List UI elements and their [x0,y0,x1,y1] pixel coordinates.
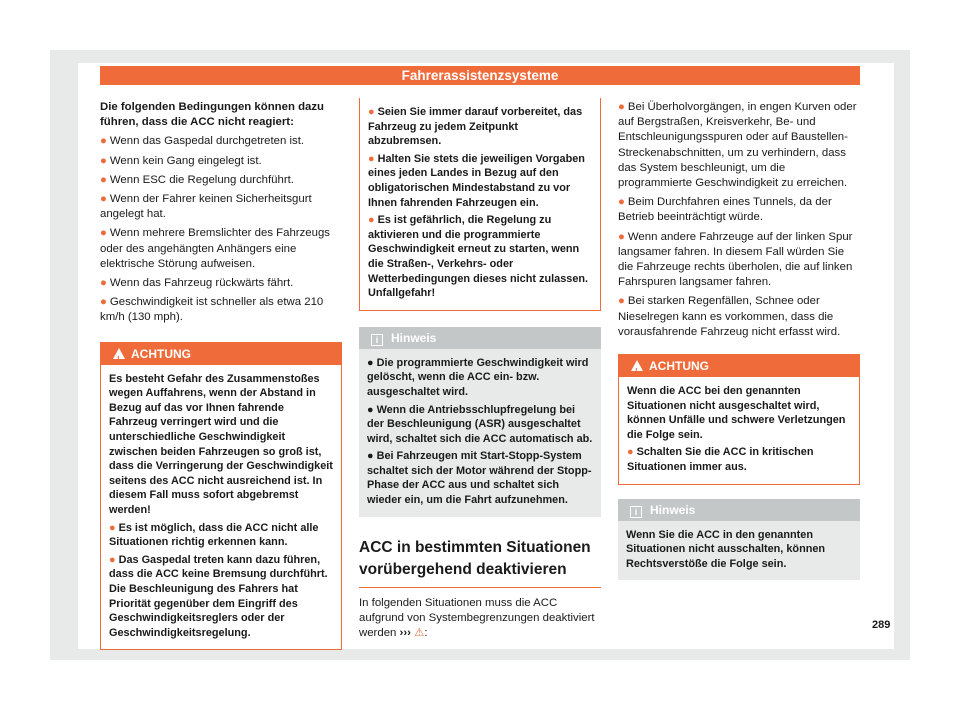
warning-box-continued [359,98,601,311]
list-item: ● Beim Durchfahren eines Tunnels, da der Betrieb beeinträchtigt würde. [618,196,832,224]
page-header: Fahrerassistenzsysteme [100,66,860,85]
list-item: ● Wenn andere Fahrzeuge auf der linken Spur langsamer fahren. In diesem Fall würden Sie die Fahrzeuge rechts überholen, die auf linken Fahrspuren langsamer fahren. [618,230,853,289]
list-item: ● Bei starken Regenfällen, Schnee oder Nieselregen kann es vorkommen, dass die vorausfahrende Fahrzeug nicht erfasst wird. [618,295,841,338]
list-item: ● Wenn ESC die Regelung durchführt. [100,173,294,186]
warning-body [360,98,600,310]
warning-icon [631,360,643,371]
section-title: ACC in bestimmten Situationen vorübergehend deaktivieren [359,537,601,588]
note-header: i Hinweis [359,327,601,349]
warning-body [101,365,341,650]
note-text: Wenn Sie die ACC in den genannten Situationen nicht ausschalten, können Rechtsverstöße die Folge sein. [626,528,826,570]
column-3 [618,100,860,580]
list-item: ● Das Gaspedal treten kann dazu führen, dass die ACC keine Bremsung durchführt. Die Beschleunigung des Fahrers hat Priorität gegenüber dem Eingriff des Geschwindigkeitsreglers oder der Geschwindigkeitsregelung. [109,553,328,639]
list-item: ● Wenn die Antriebsschlupfregelung bei der Beschleunigung (ASR) ausgeschaltet wird, schaltet sich die ACC automatisch ab. [367,403,593,445]
page-number: 289 [872,619,891,631]
warning-icon: ⚠ [414,627,425,640]
note-body [618,521,860,581]
list-item: ● Bei Fahrzeugen mit Start-Stopp-System schaltet sich der Motor während der Stopp-Phase der ACC aus und schaltet sich wieder ein, um die Fahrt aufzunehmen. [367,450,592,507]
info-icon: i [371,334,383,346]
column-1 [100,100,342,650]
warning-body [619,377,859,484]
warning-box [100,342,342,651]
list-item: ● Wenn der Fahrer keinen Sicherheitsgurt angelegt hat. [100,193,312,221]
cross-reference-link[interactable]: ››› [399,627,411,640]
warning-text: Es besteht Gefahr des Zusammenstoßes wegen Auffahrens, wenn der Abstand in Bezug auf das vor Ihnen fahrende Fahrzeug verringert wird und die unterschiedliche Geschwindigkeit zwischen beiden Fahrzeugen so groß ist, dass die Verringerung der Geschwindigkeit seitens des ACC nicht ausreichend ist. In diesem Fall muss sofort abgebremst werden! [109,372,333,516]
note-box [359,327,601,517]
note-box [618,499,860,581]
intro-heading: Die folgenden Bedingungen können dazu führen, dass die ACC nicht reagiert: [100,101,325,129]
list-item: ● Bei Überholvorgängen, in engen Kurven oder auf Bergstraßen, Kreisverkehr, Be- und Entschleunigungsspuren oder auf Baustellen-Streckenabschnitten, um zu verhindern, dass das System beschleunigt, um die programmierte Geschwindigkeit zu erreichen. [618,101,857,190]
list-item: ● Halten Sie stets die jeweiligen Vorgaben eines jeden Landes in Bezug auf den obligatorischen Mindestabstand zu vor Ihnen fahrenden Fahrzeugen ein. [368,152,585,209]
list-item: ● Die programmierte Geschwindigkeit wird gelöscht, wenn die ACC ein- bzw. ausgeschaltet wird. [367,356,589,398]
warning-text: Wenn die ACC bei den genannten Situationen nicht ausgeschaltet wird, können Unfälle und schwere Verletzungen die Folge sein. [627,385,846,441]
warning-box [618,354,860,485]
warning-icon [113,348,125,359]
note-body [359,349,601,517]
info-icon: i [630,506,642,518]
section-text: In folgenden Situationen muss die ACC aufgrund von Systembegrenzungen deaktiviert werden ››› ⚠: [359,596,595,640]
list-item: ● Wenn kein Gang eingelegt ist. [100,154,262,167]
list-item: ● Geschwindigkeit ist schneller als etwa 210 km/h (130 mph). [100,296,324,324]
list-item: ● Schalten Sie die ACC in kritischen Situationen immer aus. [627,446,814,474]
list-item: ● Wenn das Fahrzeug rückwärts fährt. [100,277,294,290]
list-item: ● Wenn das Gaspedal durchgetreten ist. [100,135,305,148]
list-item: ● Seien Sie immer darauf vorbereitet, das Fahrzeug zu jedem Zeitpunkt abzubremsen. [368,106,583,148]
list-item: ● Es ist möglich, dass die ACC nicht alle Situationen richtig erkennen kann. [109,521,319,549]
list-item: ● Wenn mehrere Bremslichter des Fahrzeugs oder des angehängten Anhängers eine elektrische Störung aufweisen. [100,227,330,270]
warning-header: !ACHTUNG [619,355,859,377]
column-2 [359,98,601,645]
note-header: i Hinweis [618,499,860,521]
warning-header: !ACHTUNG [101,343,341,365]
list-item: ● Es ist gefährlich, die Regelung zu aktivieren und die programmierte Geschwindigkeit erneut zu starten, wenn die Straßen-, Verkehrs- oder Wetterbedingungen dieses nicht zulassen. Unfallgefahr! [368,214,589,300]
